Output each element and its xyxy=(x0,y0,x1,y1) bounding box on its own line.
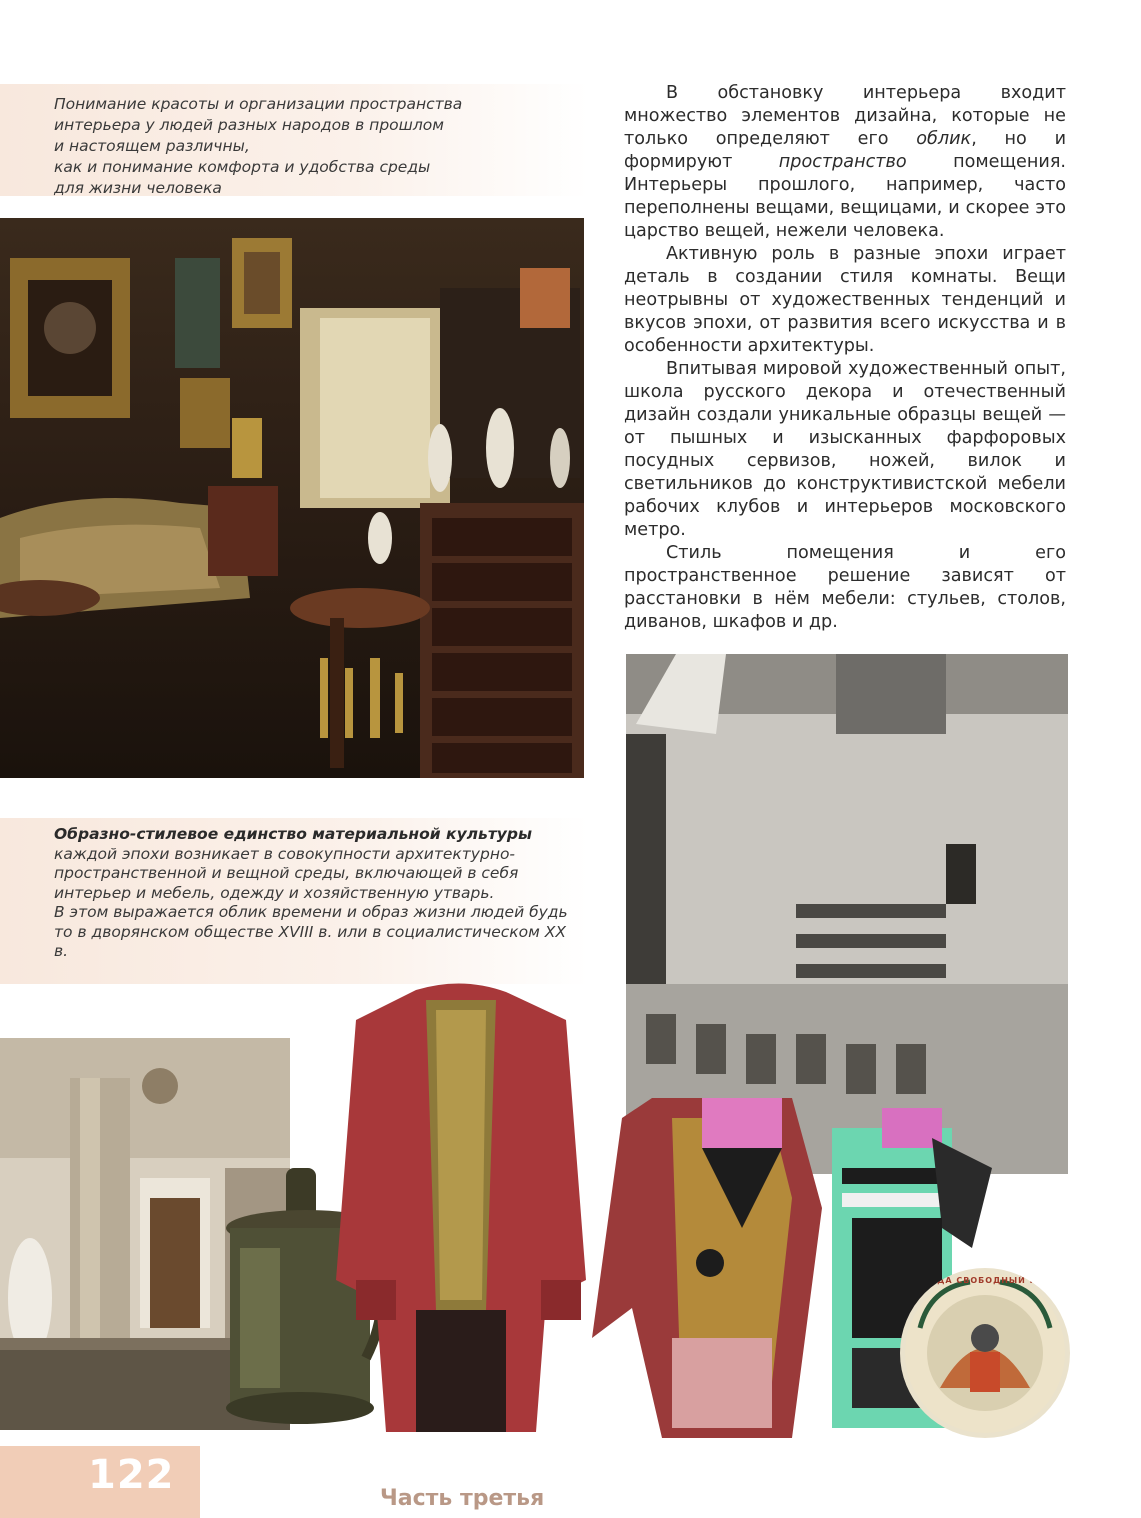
body-p1-text: В обстановку интерьера входит множество элементов дизайна, которые не только определяют его xyxy=(624,83,1066,149)
body-paragraph-1 xyxy=(624,82,1066,243)
body-p1-text: помещения. Интерьеры прошлого, например, часто переполнены вещами, вещицами, и скорее это царство вещей, нежели человека. xyxy=(624,152,1066,241)
body-paragraph-4: Стиль помещения и его пространственное решение зависят от расстановки в нём мебели: стульев, столов, диванов, шкафов и др. xyxy=(624,543,1066,632)
caption-bottom-bold: Образно-стилевое единство материальной культуры xyxy=(54,825,533,843)
part-title: Часть третья xyxy=(380,1486,545,1511)
caption-top-line: и настоящем различны, xyxy=(54,137,250,155)
body-p1-text: , но и формируют xyxy=(624,129,1066,172)
body-text xyxy=(624,82,1066,634)
caption-top-line: интерьера у людей разных народов в прошлом xyxy=(54,116,444,134)
caption-bottom-p1 xyxy=(54,825,584,903)
caption-top xyxy=(54,94,574,199)
caption-bottom xyxy=(54,825,584,962)
body-p1-emphasis-1: облик xyxy=(916,129,972,149)
caption-bottom-p2: В этом выражается облик времени и образ жизни людей будь то в дворянском обществе XVIII в. или в социалистическом XX в. xyxy=(54,903,568,960)
red-coat-photo xyxy=(336,980,588,1432)
caption-bottom-rest: каждой эпохи возникает в совокупности архитектурно-пространственной и вещной среды, включающей в себя интерьер и мебель, одежду и хозяйственную утварь. xyxy=(54,844,519,902)
body-p1-emphasis-2: пространство xyxy=(778,152,907,172)
plate-inscription: ТРУДА СВОБОДНЫЙ МИР xyxy=(916,1276,1054,1285)
interior-photo xyxy=(0,218,584,778)
page-number: 122 xyxy=(88,1452,175,1498)
caption-top-line: для жизни человека xyxy=(54,179,222,197)
body-paragraph-3: Впитывая мировой художественный опыт, школа русского декора и отечественный дизайн создали уникальные образцы вещей — от пышных и изысканных фарфоровых посудных сервизов, ножей, вилок и светильников до конструктивистской мебели рабочих клубов и интерьеров московского метро. xyxy=(624,359,1066,540)
caption-top-line: как и понимание комфорта и удобства среды xyxy=(54,158,431,176)
propaganda-plate xyxy=(900,1268,1070,1438)
body-paragraph-2: Активную роль в разные эпохи играет деталь в создании стиля комнаты. Вещи неотрывны от художественных тенденций и вкусов эпохи, от развития всего искусства и в особенности архитектуры. xyxy=(624,244,1066,356)
caption-top-line: Понимание красоты и организации пространства xyxy=(54,95,463,113)
